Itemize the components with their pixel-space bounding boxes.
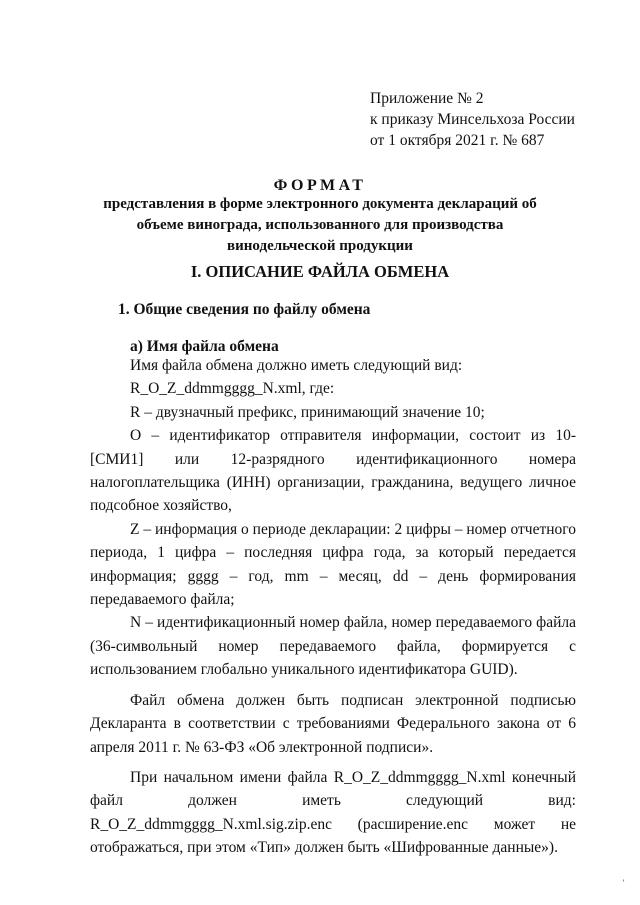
paragraph: Z – информация о периоде декларации: 2 цифры – номер отчетного периода, 1 цифра – последняя цифра года, за который передается информация; gggg – год, mm – месяц, dd – день формирования передаваемого файла;: [90, 520, 576, 609]
paragraph: Имя файла обмена должно иметь следующий вид:: [130, 357, 463, 374]
paragraph: R – двузначный префикс, принимающий значение 10;: [130, 403, 485, 421]
item-heading: а) Имя файла обмена: [130, 338, 279, 355]
paragraph: O – идентификатор отправителя информации, состоит из 10-[СМИ1] или 12-разрядного идентификационного номера налогоплательщика (ИНН) организации, гражданина, ведущего личное подсобное хозяйство,: [90, 427, 576, 515]
appendix-line-1: Приложение № 2: [370, 90, 484, 107]
document-title: ФОРМАТ: [273, 177, 367, 194]
paragraph: Файл обмена должен быть подписан электронной подписью Декларанта в соответствии с требованиями Федерального закона от 6 апреля 2011 г. № 63-ФЗ «Об электронной подписи».: [90, 691, 576, 756]
appendix-line-2: к приказу Минсельхоза России: [370, 111, 575, 128]
corner-mark: ’: [622, 878, 625, 888]
body-text: [90, 354, 576, 860]
appendix-line-3: от 1 октября 2021 г. № 687: [370, 132, 545, 149]
paragraph: N – идентификационный номер файла, номер передаваемого файла (36-символьный номер передаваемого файла, формируется с использованием глобально уникального идентификатора GUID).: [90, 614, 576, 679]
section-heading: I. ОПИСАНИЕ ФАЙЛА ОБМЕНА: [190, 262, 450, 281]
appendix-header: [370, 88, 575, 151]
paragraph: При начальном имени файла R_O_Z_ddmmgggg_N.xml конечный файл должен иметь следующий вид: R_O_Z_ddmmgggg_N.xml.sig.zip.enc (расширение.enc может не отображаться, при этом «Тип» должен быть «Шифрованные данные»).: [90, 768, 576, 857]
document-subtitle: представления в форме электронного документа деклараций об объеме винограда, использованного для производства винодельческой продукции: [103, 196, 537, 254]
paragraph: R_O_Z_ddmmgggg_N.xml, где:: [130, 380, 335, 398]
subsection-heading: 1. Общие сведения по файлу обмена: [118, 301, 371, 318]
